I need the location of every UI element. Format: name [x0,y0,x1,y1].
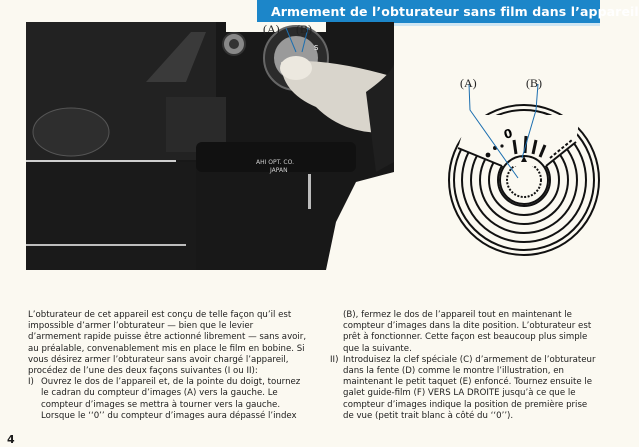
list-item-text: Ouvrez le dos de l’appareil et, de la pointe du doigt, tournez le cadran du compteur d’images (A) vers la gauche. Le compteur d’images se mettra à tourner vers la gauche. Lorsque le ‘‘0’’ du compteur d’images aura dépassé l’index [41,377,301,421]
list-item-1 [28,377,308,422]
page-number: 4 [7,433,15,446]
list-item-2 [330,355,600,422]
text-column-left [28,310,308,422]
photo-callout-a: (A) [263,22,280,36]
intro-paragraph: L’obturateur de cet appareil est conçu de telle façon qu’il est impossible d’armer l’obturateur — bien que le levier d’armement rapide puisse être actionné librement — sans avoir, au préalable, convenablement mis en place le film en bobine. Si vous désirez armer l’obturateur sans avoir chargé l’appareil, procédez de l’une des deux façons suivantes (I ou II): [28,310,307,377]
dial-zero-mark: 0 [502,126,515,142]
list-item-1-continued: (B), fermez le dos de l’appareil tout en maintenant le compteur d’images dans la dite position. L’obturateur est prêt à fonctionner. Cette façon est beaucoup plus simple que la suivante. [343,310,592,354]
frame-counter-diagram [430,70,600,255]
dial-mark-s: S [314,44,319,52]
list-number: I) [28,377,34,388]
section-title: Armement de l’obturateur sans film dans l’appareil [271,4,639,19]
list-number: II) [330,354,339,365]
diagram-label-b: (B) [526,76,542,90]
engraving-line2: JAPAN [270,167,288,174]
list-item-text: Introduisez la clef spéciale (C) d’armement de l’obturateur dans la fente (D) comme le montre l’illustration, en maintenant le petit taquet (E) enfoncé. Tournez ensuite le galet guide-film (F) VERS LA DROITE jusqu’à ce que le compteur d’images indique la position de première prise de vue (petit trait blanc à côté du ‘‘0’’). [343,354,596,421]
diagram-label-a: (A) [460,76,477,90]
engraving-line1: AHI OPT. CO. [256,159,294,166]
camera-photo [26,22,394,270]
text-column-right [330,310,600,422]
section-title-bar [257,0,639,23]
photo-callout-b: (B) [296,22,312,36]
